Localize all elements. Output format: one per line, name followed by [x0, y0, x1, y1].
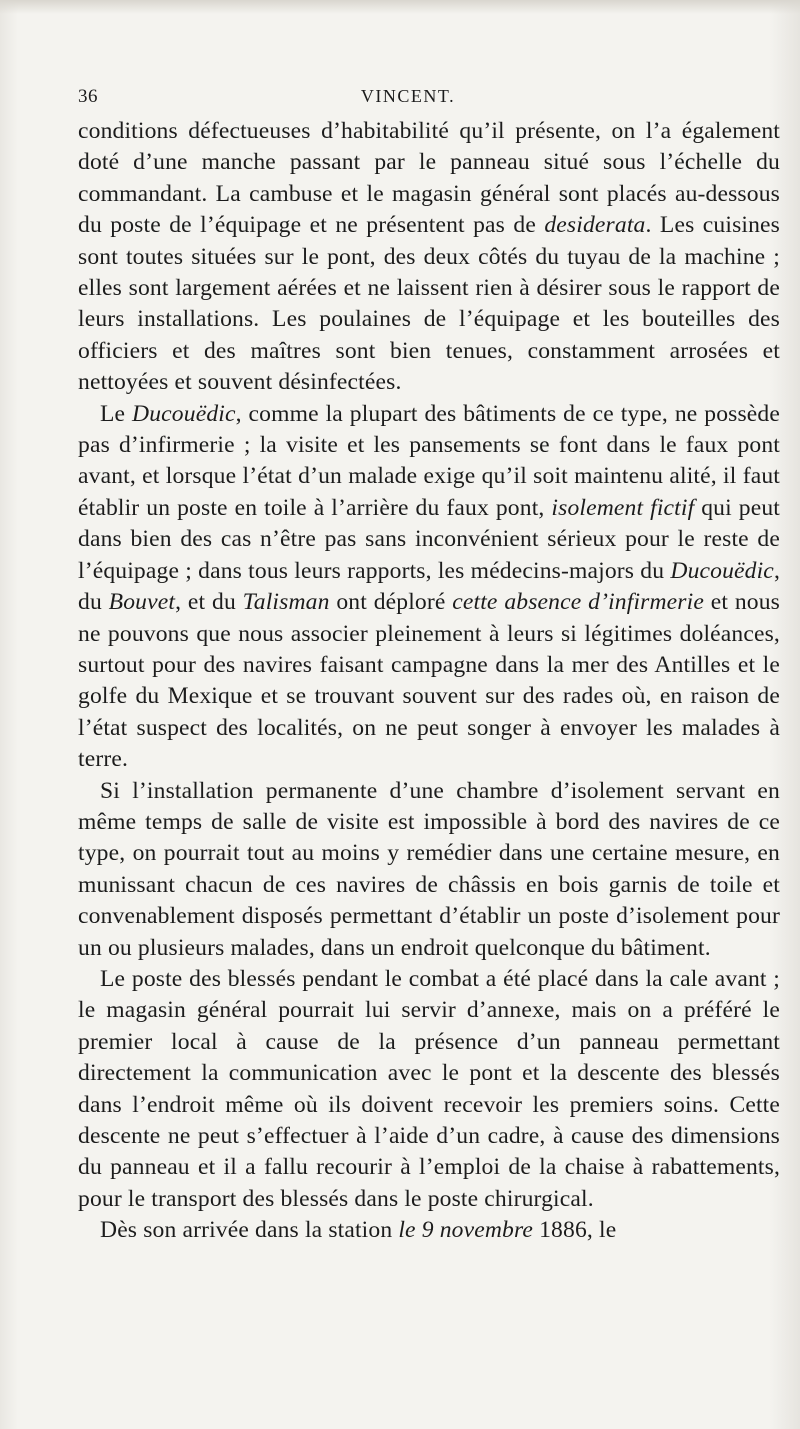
paragraph: [78, 399, 780, 776]
italic-text: Ducouëdic: [132, 400, 236, 427]
italic-text: Ducouëdic: [670, 557, 774, 584]
italic-text: Bouvet: [108, 589, 176, 616]
text-run: qui peut dans bien des cas n’être pas sans inconvénient sérieux pour le reste de l’équipage ; dans tous leurs rapports, les médecins-majors du: [78, 494, 780, 584]
text-run: Dès son arrivée dans la station: [100, 1217, 399, 1244]
text-run: et nous ne pouvons que nous associer pleinement à leurs si légitimes doléances, surtout pour des navires faisant campagne dans la mer des Antilles et le golfe du Mexique et se trouvant souvent sur des rades où, en raison de l’état suspect des localités, on ne peut songer à envoyer les malades à terre.: [78, 589, 781, 773]
text-run: Le: [100, 400, 133, 427]
page-header: [78, 86, 738, 114]
text-run: Le poste des blessés pendant le combat a été placé dans la cale avant ; le magasin général pourrait lui servir d’annexe, mais on a préféré le premier local à cause de la présence d’un panneau permettant directement la communication avec le pont et la descente des blessés dans l’endroit même où ils doivent recevoir les premiers soins. Cette descente ne peut s’effectuer à l’aide d’un cadre, à cause des dimensions du panneau et il a fallu recourir à l’emploi de la chaise à rabattements, pour le transport des blessés dans le poste chirurgical.: [78, 965, 780, 1212]
body-text: [78, 116, 780, 1247]
italic-text: le 9 novembre: [398, 1217, 534, 1244]
scan-edge: [0, 0, 800, 14]
text-run: , du: [78, 557, 780, 616]
text-run: . Les cuisines sont toutes situées sur le pont, des deux côtés du tuyau de la machine ; elles sont largement aérées et ne laissent rien à désirer sous le rapport de leurs installations. Les poulaines de l’équipage et les bouteilles des officiers et des maîtres sont bien tenues, constamment arrosées et nettoyées et souvent désinfectées.: [78, 212, 781, 396]
page-number: 36: [78, 86, 98, 107]
text-run: Si l’installation permanente d’une chambre d’isolement servant en même temps de salle de visite est impossible à bord des navires de ce type, on pourrait tout au moins y remédier dans une certaine mesure, en munissant chacun de ces navires de châssis en bois garnis de toile et convenablement disposés permettant d’établir un poste d’isolement pour un ou plusieurs malades, dans un endroit quelconque du bâtiment.: [78, 777, 780, 961]
running-head: VINCENT.: [360, 86, 456, 106]
italic-text: desiderata: [544, 212, 646, 239]
text-run: ont déploré: [329, 589, 453, 616]
italic-text: isolement fictif: [551, 494, 695, 521]
text-run: conditions défectueuses d’habitabilité qu’il présente, on l’a également doté d’une manche passant par le panneau situé sous l’échelle du commandant. La cambuse et le magasin général sont placés au-dessous du poste de l’équipage et ne présentent pas de: [78, 118, 780, 239]
paragraph: [78, 776, 780, 964]
italic-text: Talisman: [242, 589, 330, 616]
text-run: 1886, le: [533, 1217, 617, 1244]
text-run: , et du: [175, 589, 243, 616]
paragraph: [78, 964, 780, 1215]
paragraph: [78, 1215, 780, 1246]
paragraph: [78, 116, 780, 399]
text-run: , comme la plupart des bâtiments de ce type, ne possède pas d’infirmerie ; la visite et les pansements se font dans le faux pont avant, et lorsque l’état d’un malade exige qu’il soit maintenu alité, il faut établir un poste en toile à l’arrière du faux pont,: [78, 400, 780, 521]
italic-text: cette absence d’infirmerie: [452, 589, 704, 616]
